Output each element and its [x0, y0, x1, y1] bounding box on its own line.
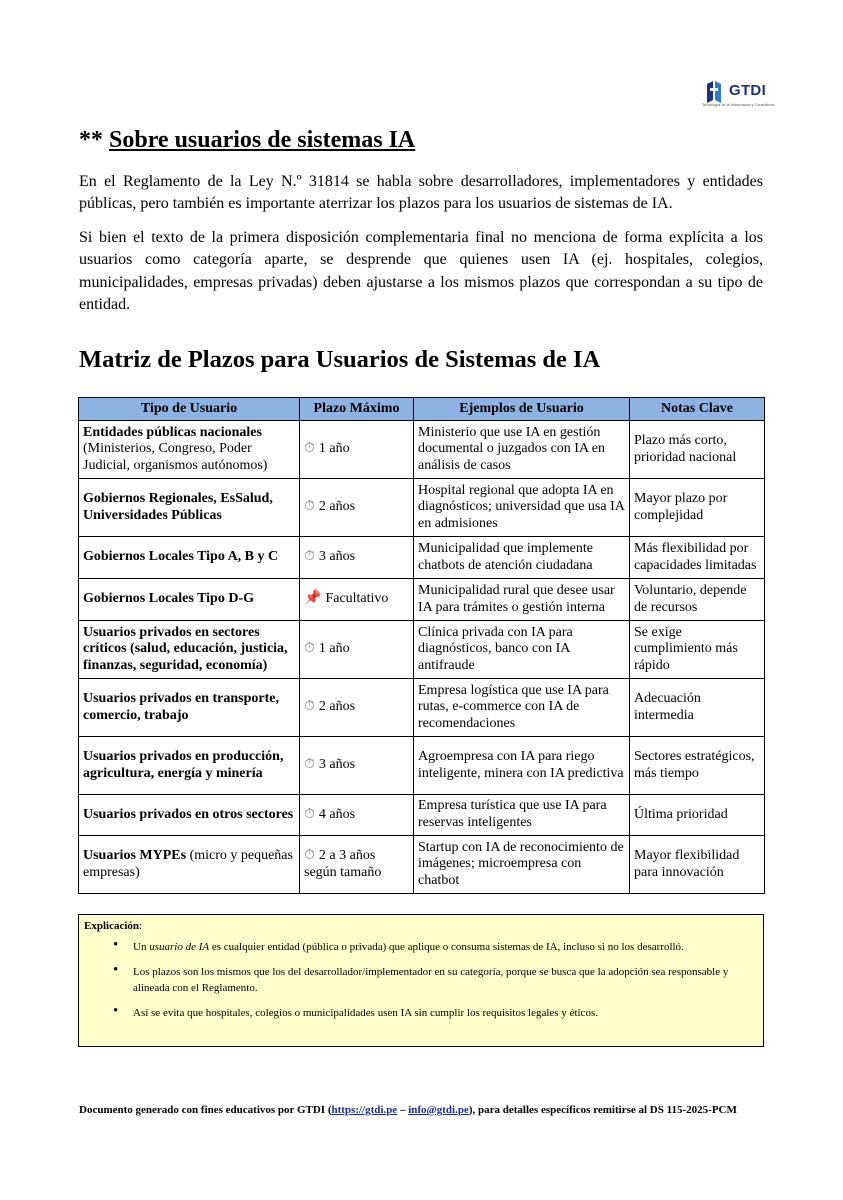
explanation-box	[78, 914, 764, 1047]
cell-plazo	[300, 421, 414, 479]
cell-ejemplo: Hospital regional que adopta IA en diagnósticos; universidad que usa IA en admisiones	[414, 479, 630, 537]
list-item	[79, 964, 763, 997]
item-text-after: es cualquier entidad (pública o privada) que aplique o consuma sistemas de IA, incluso si no los desarrolló.	[209, 941, 684, 953]
cell-plazo	[300, 479, 414, 537]
cell-nota: Plazo más corto, prioridad nacional	[630, 421, 765, 479]
intro-paragraph-1: En el Reglamento de la Ley N.º 31814 se habla sobre desarrolladores, implementadores y entidades públicas, pero también es importante aterrizar los plazos para los usuarios de sistemas de IA.	[79, 173, 763, 213]
gtdi-logo	[700, 78, 774, 112]
tipo-bold-text: Usuarios privados en otros sectores	[83, 806, 294, 822]
section-title-text: Sobre usuarios de sistemas IA	[109, 127, 416, 153]
table-header-row	[79, 398, 765, 421]
cell-nota: Se exige cumplimiento más rápido	[630, 621, 765, 679]
list-item	[79, 1005, 763, 1022]
table-row	[79, 679, 765, 737]
cell-plazo	[300, 737, 414, 795]
tipo-bold-text: Gobiernos Regionales, EsSalud, Universidades Públicas	[83, 490, 273, 523]
stopwatch-icon: ⏱	[304, 641, 315, 657]
stopwatch-icon: ⏱	[304, 847, 315, 863]
cell-tipo	[79, 836, 300, 894]
pushpin-icon: 📌	[304, 591, 322, 607]
tipo-detail-text: (Ministerios, Congreso, Poder Judicial, organismos autónomos)	[83, 441, 268, 473]
stopwatch-icon: ⏱	[304, 757, 315, 773]
footer-separator: –	[397, 1104, 409, 1116]
stopwatch-icon: ⏱	[304, 441, 315, 457]
matrix-title: Matriz de Plazos para Usuarios de Sistemas de IA	[79, 346, 601, 373]
table-row	[79, 421, 765, 479]
tipo-bold-text: Usuarios privados en producción, agricultura, energía y minería	[83, 748, 284, 781]
stopwatch-icon: ⏱	[304, 549, 315, 565]
deadline-matrix-table	[78, 397, 765, 894]
cell-ejemplo: Agroempresa con IA para riego inteligente, minera con IA predictiva	[414, 737, 630, 795]
cell-ejemplo: Municipalidad que implemente chatbots de atención ciudadana	[414, 537, 630, 579]
cell-tipo	[79, 421, 300, 479]
cell-tipo	[79, 537, 300, 579]
table-row	[79, 795, 765, 836]
table-row	[79, 479, 765, 537]
gtdi-logo-icon	[704, 80, 726, 104]
stopwatch-icon: ⏱	[304, 499, 315, 515]
table-row	[79, 737, 765, 795]
cell-nota: Más flexibilidad por capacidades limitadas	[630, 537, 765, 579]
tipo-bold-text: Gobiernos Locales Tipo D-G	[83, 591, 255, 607]
item-text: Un	[133, 941, 150, 953]
cell-plazo	[300, 679, 414, 737]
cell-nota: Adecuación intermedia	[630, 679, 765, 737]
cell-ejemplo: Empresa logística que use IA para rutas, e-commerce con IA de recomendaciones	[414, 679, 630, 737]
cell-ejemplo: Municipalidad rural que desee usar IA para trámites o gestión interna	[414, 579, 630, 621]
cell-tipo	[79, 737, 300, 795]
plazo-text: Facultativo	[325, 591, 389, 607]
cell-plazo	[300, 836, 414, 894]
intro-paragraph-2: Si bien el texto de la primera disposición complementaria final no menciona de forma explícita a los usuarios como categoría aparte, se desprende que quienes usen IA (ej. hospitales, colegios, municipalidades, empresas privadas) deben ajustarse a los mismos plazos que correspondan a su tipo de entidad.	[79, 229, 763, 313]
header-tipo: Tipo de Usuario	[79, 398, 300, 421]
tipo-bold-text: Gobiernos Locales Tipo A, B y C	[83, 549, 279, 565]
explanation-heading: Explicación:	[84, 920, 143, 932]
header-ejemplos: Ejemplos de Usuario	[414, 398, 630, 421]
cell-plazo	[300, 795, 414, 836]
footer	[79, 1104, 769, 1116]
cell-ejemplo: Startup con IA de reconocimiento de imágenes; microempresa con chatbot	[414, 836, 630, 894]
footer-text-after: ), para detalles específicos remitirse al DS 115-2025-PCM	[468, 1104, 737, 1116]
plazo-text: 3 años	[318, 757, 356, 773]
cell-ejemplo: Clínica privada con IA para diagnósticos, banco con IA antifraude	[414, 621, 630, 679]
cell-tipo	[79, 479, 300, 537]
cell-tipo	[79, 621, 300, 679]
logo-tagline: Tecnología de la Información y Consultoría	[702, 103, 774, 107]
plazo-text: 1 año	[318, 641, 350, 657]
footer-email-link[interactable]: info@gtdi.pe	[408, 1104, 469, 1116]
tipo-bold-text: Usuarios privados en transporte, comercio, trabajo	[83, 690, 280, 723]
stopwatch-icon: ⏱	[304, 699, 315, 715]
plazo-text: 2 a 3 años según tamaño	[304, 847, 382, 880]
cell-tipo	[79, 579, 300, 621]
item-text: Así se evita que hospitales, colegios o municipalidades usen IA sin cumplir los requisitos legales y éticos.	[133, 1006, 598, 1019]
plazo-text: 2 años	[318, 499, 356, 515]
cell-nota: Sectores estratégicos, más tiempo	[630, 737, 765, 795]
section-title	[79, 127, 415, 154]
section-prefix: **	[79, 127, 103, 153]
item-text: Los plazos son los mismos que los del desarrollador/implementador en su categoría, porque se busca que la adopción sea responsable y alineada con el Reglamento.	[133, 965, 729, 994]
cell-tipo	[79, 795, 300, 836]
tipo-bold-text: Usuarios privados en sectores críticos (salud, educación, justicia, finanzas, seguridad, economía)	[83, 624, 288, 673]
table-row	[79, 836, 765, 894]
table-body	[79, 421, 765, 894]
plazo-text: 3 años	[318, 549, 356, 565]
plazo-text: 4 años	[318, 806, 356, 822]
cell-ejemplo: Ministerio que use IA en gestión documental o juzgados con IA en análisis de casos	[414, 421, 630, 479]
cell-plazo	[300, 537, 414, 579]
tipo-bold-text: Entidades públicas nacionales	[83, 424, 262, 440]
cell-plazo	[300, 579, 414, 621]
cell-ejemplo: Empresa turística que use IA para reservas inteligentes	[414, 795, 630, 836]
table-row	[79, 579, 765, 621]
cell-plazo	[300, 621, 414, 679]
tipo-bold-text: Usuarios MYPEs	[83, 847, 187, 863]
cell-nota: Voluntario, depende de recursos	[630, 579, 765, 621]
logo-name: GTDI	[729, 82, 767, 99]
cell-nota: Última prioridad	[630, 795, 765, 836]
explanation-list	[79, 939, 763, 1029]
table-row	[79, 621, 765, 679]
cell-tipo	[79, 679, 300, 737]
list-item	[79, 939, 763, 956]
footer-website-link[interactable]: https://gtdi.pe	[331, 1104, 398, 1116]
stopwatch-icon: ⏱	[304, 806, 315, 822]
header-notas: Notas Clave	[630, 398, 765, 421]
item-emphasis: usuario de IA	[149, 941, 210, 953]
cell-nota: Mayor flexibilidad para innovación	[630, 836, 765, 894]
header-plazo: Plazo Máximo	[300, 398, 414, 421]
plazo-text: 2 años	[318, 699, 356, 715]
cell-nota: Mayor plazo por complejidad	[630, 479, 765, 537]
footer-text-before: Documento generado con fines educativos por GTDI (	[79, 1104, 332, 1116]
tipo-detail-text: (micro y pequeñas empresas)	[83, 847, 293, 880]
plazo-text: 1 año	[318, 441, 350, 457]
table-row	[79, 537, 765, 579]
